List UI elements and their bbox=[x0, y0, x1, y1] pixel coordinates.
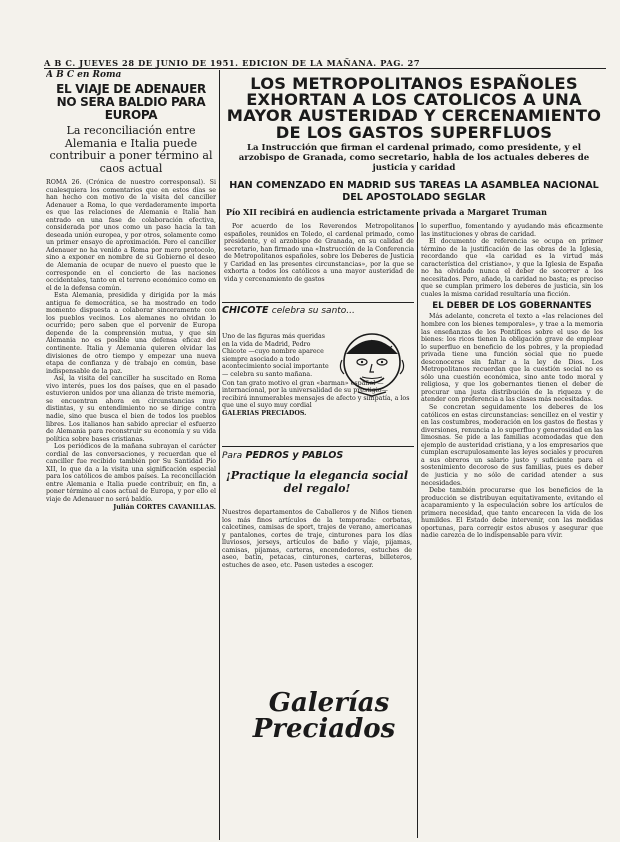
chicote-text-2: Con tan grato motivo el gran «barman» español —internacional, por la universalidad de su prestigio— recibirá innumerables mensajes de afecto y simpatía, a los que une el suyo muy cordial bbox=[222, 379, 410, 410]
left-signature: Julián CORTES CAVANILLAS. bbox=[113, 503, 216, 511]
box-rule bbox=[222, 302, 414, 303]
chicote-signature: GALERIAS PRECIADOS. bbox=[222, 409, 307, 417]
main-paragraph: El documento de referencia se ocupa en primer término de la justificación de las obras de la Iglesia, recordando que «la caridad es la virtud más característica del cristiano», y que la Iglesia de España no ha olvidado nunca el deber de socorrer a los necesitados. Pero, añade, la caridad no basta; es preciso que se cumplan primero los deberes de justicia, sin los cuales la misma caridad resultaría una ficción. bbox=[421, 238, 603, 298]
left-paragraph: Así, la visita del canciller ha suscitado en Roma vivo interés, pues los dos países, que en el pasado estuvieron unidos por una alianza de triste memoria, se encuentran ahora en circunstancias muy distintas, y su entendimiento no se dirige contra nadie, sino que busca el bien de todos los pueblos libres. Los italianos han sabido apreciar el esfuerzo de Alemania para reconstruir su economía y su vida política sobre bases cristianas. bbox=[46, 375, 216, 443]
column-divider bbox=[417, 222, 418, 838]
main-deck-truman: Pío XII recibirá en audiencia estrictamente privada a Margaret Truman bbox=[226, 207, 547, 217]
main-paragraph: lo superfluo, fomentando y ayudando más eficazmente las instituciones y obras de caridad. bbox=[421, 223, 603, 238]
column-divider bbox=[219, 70, 220, 840]
pedros-title-prefix: Para bbox=[222, 451, 243, 461]
left-paragraph: Esta Alemania, presidida y dirigida por la más antigua fe democrática, se ha mostrado en todo momento dispuesta a colaborar sinceramente con los pueblos vecinos. Los alemanes no olvidan lo ocurrido; pero saben que el porvenir de Europa depende de la comprensión mutua, y que sin Alemania no es posible una defensa eficaz del continente. Italia y Alemania quieren olvidar las divisiones de otro tiempo y empezar una nueva etapa de confianza y de trabajo en común, base indispensable de la paz. bbox=[46, 292, 216, 375]
main-column-a bbox=[224, 223, 414, 283]
main-paragraph: Debe también procurarse que los beneficios de la producción se distribuyan equitativamente, evitando el acaparamiento y la especulación sobre los artículos de primera necesidad, que tanto encarecen la vida de los humildes. El Estado debe intervenir, con las medidas oportunas, para corregir estos abusos y asegurar que nadie carezca de lo indispensable para vivir. bbox=[421, 487, 603, 540]
left-paragraph: ROMA 26. (Crónica de nuestro corresponsal). Si cualesquiera los comentarios que en estos días se han hecho con motivo de la visita del canciller Adenauer a Roma, lo que verdaderamente importa es que las relaciones de Alemania e Italia han entrado en una fase de colaboración efectiva, considerada por unos como un paso hacia la tan deseada unión europea, y por otros, solamente como un primer ensayo de aproximación. Pero el canciller Adenauer no ha venido a Roma por mero protocolo, sino a exponer en nombre de su Gobierno el deseo de Alemania de ocupar de nuevo el puesto que le corresponde en el concierto de las naciones occidentales, tanto en el terreno económico como en el de la defensa común. bbox=[46, 179, 216, 292]
section-subhead: EL DEBER DE LOS GOBERNANTES bbox=[432, 301, 592, 312]
chicote-text bbox=[222, 333, 412, 418]
chicote-name: CHICOTE bbox=[222, 305, 269, 316]
main-deck: La Instrucción que firman el cardenal primado, como presidente, y el arzobispo de Granada, como secretario, habla de los actuales deberes de justicia y caridad bbox=[238, 143, 590, 173]
main-deck-assembly: HAN COMENZADO EN MADRID SUS TAREAS LA ASAMBLEA NACIONAL DEL APOSTOLADO SEGLAR bbox=[229, 180, 599, 203]
main-headline: LOS METROPOLITANOS ESPAÑOLES EXHORTAN A LOS CATOLICOS A UNA MAYOR AUSTERIDAD Y CERCENAMIENTO DE LOS GASTOS SUPERFLUOS bbox=[226, 74, 602, 142]
logo-word-2: Preciados bbox=[252, 714, 396, 744]
chicote-title bbox=[222, 305, 412, 316]
left-paragraph: Los periódicos de la mañana subrayan el carácter cordial de las conversaciones, y recuerdan que el canciller fue recibido también por Su Santidad Pío XII, lo que da a la visita una significación especial para los católicos de ambos países. La reconciliación entre Alemania e Italia puede contribuir, en fin, a poner término al caos actual de Europa, y por ello el viaje de Adenauer no será baldío. bbox=[46, 443, 216, 503]
chicote-text-1: Uno de las figuras más queridas en la vida de Madrid, Pedro Chicote —cuyo nombre aparece siempre asociado a todo acontecimiento social importante— celebra su santo mañana. bbox=[222, 333, 329, 378]
pedros-pablos-ad bbox=[222, 450, 412, 770]
chicote-notice bbox=[222, 305, 412, 445]
left-subhead: La reconciliación entre Alemania e Italia puede contribuir a poner término al caos actual bbox=[49, 124, 213, 175]
pedros-text: Nuestros departamentos de Caballeros y de Niños tienen los más finos artículos de la temporada: corbatas, calcetines, camisas de sport, trajes de verano, americanas y pantalones, cortes de traje, cinturones para los días lluviosos, jerseys, artículos de baño y viaje, pijamas, camisas, pijamas, carteras, encendedores, estuches de aseo, batín, petacas, cinturones, carteras, billeteros, estuches de aseo, etc. Pasen ustedes a escoger. bbox=[222, 509, 412, 569]
chicote-title-rest: celebra su santo... bbox=[271, 306, 355, 316]
main-paragraph: Más adelante, concreta el texto a «las relaciones del hombre con los bienes temporales», y trae a la memoria las enseñanzas de los Pontífices sobre el uso de los bienes: los ricos tienen la obligación grave de emplear lo superfluo en beneficio de los pobres, y la propiedad privada tiene una función social que no puede desconocerse sin faltar a la ley de Dios. Los Metropolitanos recuerdan que la cuestión social no es sólo una cuestión económica, sino ante todo moral y religiosa, y que los gobernantes tienen el deber de procurar una justa distribución de la riqueza y de atender con preferencia a las clases más necesitadas. bbox=[421, 313, 603, 404]
pedros-title-names: PEDROS y PABLOS bbox=[245, 450, 344, 461]
pedros-title bbox=[222, 450, 412, 461]
main-paragraph: Se concretan seguidamente los deberes de los católicos en estas circunstancias: sencillez en el vestir y en las costumbres, moderación en los gastos de fiestas y diversiones, renuncia a lo superfluo y generosidad en las limosnas. Se pide a las familias acomodadas que den ejemplo de austeridad cristiana, y a los empresarios que cumplan escrupulosamente las leyes sociales y procuren a sus obreros un salario justo y suficiente para el sostenimiento decoroso de sus familias, pues es deber de justicia y no sólo de caridad atender a sus necesidades. bbox=[421, 404, 603, 487]
masthead-rule bbox=[44, 68, 606, 69]
logo-word-1: Galerías bbox=[268, 688, 390, 718]
main-paragraph: Por acuerdo de los Reverendos Metropolitanos españoles, reunidos en Toledo, el cardenal primado, como presidente, y el arzobispo de Granada, en su calidad de secretario, han firmado una «Instrucción de la Conferencia de Metropolitanos españoles, sobre los Deberes de Justicia y Caridad en las presentes circunstancias», por la que se exhorta a todos los católicos a una mayor austeridad de vida y cercenamiento de gastos bbox=[224, 223, 414, 283]
left-headline: EL VIAJE DE ADENAUER NO SERA BALDIO PARA EUROPA bbox=[56, 82, 206, 122]
box-rule bbox=[222, 446, 414, 447]
pedros-slogan: ¡Practique la elegancia social del regalo! bbox=[225, 469, 409, 495]
galerias-preciados-logo bbox=[228, 690, 410, 770]
left-column bbox=[46, 70, 216, 840]
section-tag: A B C en Roma bbox=[46, 70, 122, 80]
main-column-b bbox=[421, 223, 603, 838]
page-masthead: A B C. JUEVES 28 DE JUNIO DE 1951. EDICION DE LA MAÑANA. PAG. 27 bbox=[44, 58, 421, 68]
